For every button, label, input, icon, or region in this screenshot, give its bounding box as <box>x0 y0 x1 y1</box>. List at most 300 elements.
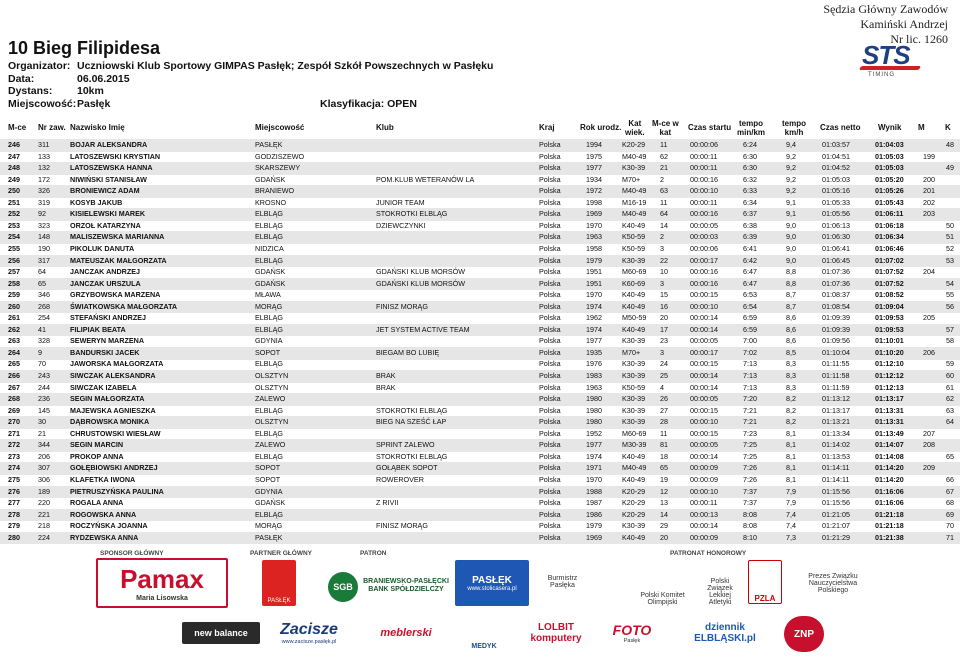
cell-category: K40-49 <box>622 451 646 461</box>
logo-sub: TIMING <box>868 72 895 78</box>
cell-start-time: 00:00:05 <box>690 336 718 346</box>
cell-category-place: 18 <box>660 451 668 461</box>
cell-net-time: 01:06:30 <box>822 232 850 242</box>
cell-pace-minkm: 6:30 <box>743 151 757 161</box>
cell-category-place: 14 <box>660 220 668 230</box>
cell-number: 224 <box>38 532 50 542</box>
header-number: Nr zaw. <box>38 123 66 132</box>
cell-net-time: 01:14:02 <box>822 440 850 450</box>
cell-category-place: 11 <box>660 428 668 438</box>
cell-women-place: 68 <box>946 498 954 508</box>
cell-number: 218 <box>38 521 50 531</box>
cell-club: FINISZ MORĄG <box>376 301 428 311</box>
cell-year: 1970 <box>586 220 602 230</box>
cell-category: M40-49 <box>622 463 647 473</box>
sponsor-patron-caption: PATRON <box>360 550 387 557</box>
cell-category-place: 12 <box>660 486 668 496</box>
cell-place: 270 <box>8 417 20 427</box>
cell-club: BIEG NA SZEŚĆ ŁAP <box>376 417 447 427</box>
cell-name: GOŁĘBIOWSKI ANDRZEJ <box>70 463 158 473</box>
cell-category-place: 28 <box>660 417 668 427</box>
cell-name: FILIPIAK BEATA <box>70 324 126 334</box>
cell-pace-kmh: 9,2 <box>786 151 796 161</box>
cell-place: 264 <box>8 347 20 357</box>
cell-result: 01:13:31 <box>875 405 904 415</box>
cell-number: 148 <box>38 232 50 242</box>
cell-result: 01:21:18 <box>875 509 904 519</box>
cell-city: ELBLĄG <box>255 451 283 461</box>
sponsor-medyk-label: MEDYK <box>471 643 497 650</box>
cell-place: 258 <box>8 278 20 288</box>
cell-place: 260 <box>8 301 20 311</box>
cell-result: 01:14:08 <box>875 451 904 461</box>
cell-country: Polska <box>539 521 561 531</box>
cell-place: 249 <box>8 174 20 184</box>
sponsor-znp <box>784 616 824 652</box>
sponsor-paslek-crest <box>262 560 296 606</box>
cell-pace-kmh: 9,0 <box>786 243 796 253</box>
cell-result: 01:05:03 <box>875 163 904 173</box>
cell-name: KLAFETKA IWONA <box>70 474 136 484</box>
cell-women-place: 59 <box>946 359 954 369</box>
cell-start-time: 00:00:16 <box>690 174 718 184</box>
cell-start-time: 00:00:05 <box>690 394 718 404</box>
cell-category-place: 11 <box>660 197 668 207</box>
cell-result: 01:14:07 <box>875 440 904 450</box>
cell-city: KROSNO <box>255 197 287 207</box>
cell-club: ROWEROVER <box>376 474 424 484</box>
cell-number: 306 <box>38 474 50 484</box>
cell-name: GRZYBOWSKA MARZENA <box>70 290 161 300</box>
cell-pace-kmh: 8,1 <box>786 474 796 484</box>
cell-country: Polska <box>539 532 561 542</box>
cell-category-place: 16 <box>660 301 668 311</box>
cell-start-time: 00:00:16 <box>690 278 718 288</box>
sponsor-pkol <box>640 558 685 606</box>
cell-start-time: 00:00:06 <box>690 243 718 253</box>
cell-year: 1994 <box>586 140 602 149</box>
cell-category: K40-49 <box>622 301 646 311</box>
sponsor-dziennik <box>676 620 774 646</box>
cell-women-place: 56 <box>946 301 954 311</box>
cell-name: MATEUSZAK MAŁGORZATA <box>70 255 167 265</box>
cell-net-time: 01:13:17 <box>822 405 850 415</box>
sponsor-sgb <box>328 572 358 602</box>
cell-pace-minkm: 6:39 <box>743 232 757 242</box>
cell-net-time: 01:14:11 <box>822 463 850 473</box>
cell-pace-minkm: 6:59 <box>743 313 757 323</box>
cell-place: 262 <box>8 324 20 334</box>
cell-city: PASŁĘK <box>255 140 283 149</box>
cell-city: SOPOT <box>255 347 281 357</box>
classification-value: OPEN <box>387 98 417 110</box>
cell-pace-minkm: 7:37 <box>743 498 757 508</box>
cell-name: CHRUSTOWSKI WIESŁAW <box>70 428 161 438</box>
cell-net-time: 01:09:56 <box>822 336 850 346</box>
cell-category-place: 2 <box>660 174 664 184</box>
sponsor-zacisze <box>268 614 350 652</box>
cell-club: STOKROTKI ELBLĄG <box>376 451 448 461</box>
cell-category: M70+ <box>622 174 641 184</box>
cell-year: 1934 <box>586 174 602 184</box>
cell-name: ROGALA ANNA <box>70 498 124 508</box>
cell-men-place: 204 <box>923 267 935 277</box>
cell-city: GDYNIA <box>255 486 283 496</box>
cell-category-place: 20 <box>660 313 668 323</box>
cell-category-place: 22 <box>660 255 668 265</box>
cell-start-time: 00:00:13 <box>690 509 718 519</box>
sponsor-honor-caption: PATRONAT HONOROWY <box>670 550 747 557</box>
cell-year: 1974 <box>586 301 602 311</box>
cell-women-place: 64 <box>946 417 954 427</box>
cell-year: 1970 <box>586 290 602 300</box>
cell-women-place: 69 <box>946 509 954 519</box>
cell-country: Polska <box>539 474 561 484</box>
cell-country: Polska <box>539 243 561 253</box>
cell-name: PIKOLUK DANUTA <box>70 243 135 253</box>
cell-number: 65 <box>38 278 46 288</box>
cell-result: 01:08:52 <box>875 290 904 300</box>
cell-result: 01:14:20 <box>875 474 904 484</box>
cell-year: 1980 <box>586 417 602 427</box>
cell-pace-kmh: 8,2 <box>786 394 796 404</box>
cell-country: Polska <box>539 486 561 496</box>
sponsor-meblerski-label: meblerski <box>380 627 432 639</box>
cell-place: 266 <box>8 371 20 380</box>
cell-city: ELBLĄG <box>255 232 283 242</box>
cell-pace-minkm: 7:23 <box>743 428 757 438</box>
cell-year: 1980 <box>586 405 602 415</box>
cell-category: K20-29 <box>622 509 646 519</box>
cell-year: 1979 <box>586 255 602 265</box>
cell-club: Z RIVII <box>376 498 399 508</box>
cell-country: Polska <box>539 336 561 346</box>
cell-category-place: 13 <box>660 498 668 508</box>
cell-net-time: 01:04:52 <box>822 163 850 173</box>
sponsor-pamax-label: Pamax <box>120 564 204 594</box>
event-title: 10 Bieg Filipidesa <box>8 38 161 58</box>
cell-category-place: 63 <box>660 186 668 196</box>
cell-year: 1986 <box>586 509 602 519</box>
cell-category: K40-49 <box>622 474 646 484</box>
organizer-label: Organizator: <box>8 60 71 72</box>
cell-country: Polska <box>539 290 561 300</box>
cell-pace-minkm: 8:10 <box>743 532 757 542</box>
cell-start-time: 00:00:14 <box>690 382 718 392</box>
cell-country: Polska <box>539 509 561 519</box>
cell-net-time: 01:14:11 <box>822 474 850 484</box>
cell-place: 254 <box>8 232 20 242</box>
cell-year: 1977 <box>586 336 602 346</box>
header-start-time: Czas startu <box>688 123 732 132</box>
cell-pace-minkm: 7:21 <box>743 405 757 415</box>
cell-pace-minkm: 6:53 <box>743 290 757 300</box>
cell-country: Polska <box>539 174 561 184</box>
cell-net-time: 01:11:59 <box>822 382 850 392</box>
cell-category-place: 64 <box>660 209 668 219</box>
cell-city: MŁAWA <box>255 290 281 300</box>
cell-number: 133 <box>38 151 50 161</box>
cell-women-place: 55 <box>946 290 954 300</box>
cell-category: K60-69 <box>622 278 646 288</box>
cell-category: K40-49 <box>622 532 646 542</box>
cell-category-place: 11 <box>660 140 668 149</box>
cell-result: 01:14:20 <box>875 463 904 473</box>
cell-place: 257 <box>8 267 20 277</box>
cell-pace-minkm: 6:33 <box>743 186 757 196</box>
cell-pace-minkm: 6:41 <box>743 243 757 253</box>
cell-net-time: 01:05:16 <box>822 186 850 196</box>
cell-place: 267 <box>8 382 20 392</box>
cell-net-time: 01:10:04 <box>822 347 850 357</box>
cell-result: 01:04:03 <box>875 140 904 149</box>
cell-pace-kmh: 9,2 <box>786 163 796 173</box>
cell-category-place: 25 <box>660 371 668 380</box>
cell-place: 273 <box>8 451 20 461</box>
header-pace-minkm: tempo min/km <box>737 119 766 137</box>
cell-country: Polska <box>539 301 561 311</box>
cell-result: 01:12:12 <box>875 371 904 380</box>
classification <box>320 98 417 110</box>
cell-number: 254 <box>38 313 50 323</box>
cell-pace-kmh: 8,6 <box>786 324 796 334</box>
cell-result: 01:07:52 <box>875 267 904 277</box>
cell-city: GDYNIA <box>255 336 283 346</box>
cell-name: RYDZEWSKA ANNA <box>70 532 139 542</box>
cell-start-time: 00:00:14 <box>690 324 718 334</box>
cell-net-time: 01:21:29 <box>822 532 850 542</box>
cell-men-place: 202 <box>923 197 935 207</box>
cell-city: OLSZTYN <box>255 382 289 392</box>
cell-city: ELBLĄG <box>255 313 283 323</box>
cell-number: 145 <box>38 405 50 415</box>
cell-pace-minkm: 7:00 <box>743 336 757 346</box>
cell-net-time: 01:04:51 <box>822 151 850 161</box>
cell-category: K30-39 <box>622 394 646 404</box>
cell-country: Polska <box>539 232 561 242</box>
cell-place: 246 <box>8 140 20 149</box>
cell-number: 21 <box>38 428 46 438</box>
cell-pace-minkm: 7:13 <box>743 382 757 392</box>
cell-start-time: 00:00:11 <box>690 197 718 207</box>
sponsor-pzla <box>748 560 782 604</box>
cell-city: NIDZICA <box>255 243 284 253</box>
cell-start-time: 00:00:11 <box>690 151 718 161</box>
cell-category-place: 27 <box>660 405 668 415</box>
cell-category-place: 23 <box>660 336 668 346</box>
cell-men-place: 205 <box>923 313 935 323</box>
cell-club: BIEGAM BO LUBIĘ <box>376 347 440 357</box>
cell-women-place: 58 <box>946 336 954 346</box>
cell-name: BRONIEWICZ ADAM <box>70 186 140 196</box>
cell-category: K30-39 <box>622 163 646 173</box>
cell-men-place: 200 <box>923 174 935 184</box>
cell-net-time: 01:07:36 <box>822 278 850 288</box>
distance-value: 10km <box>77 85 104 97</box>
cell-year: 1963 <box>586 382 602 392</box>
cell-pace-minkm: 6:30 <box>743 163 757 173</box>
cell-category: K50-59 <box>622 232 646 242</box>
cell-city: OLSZTYN <box>255 417 289 427</box>
cell-country: Polska <box>539 405 561 415</box>
cell-number: 41 <box>38 324 46 334</box>
cell-women-place: 54 <box>946 278 954 288</box>
cell-city: ELBLĄG <box>255 509 283 519</box>
cell-category: K20-29 <box>622 486 646 496</box>
cell-pace-minkm: 6:34 <box>743 197 757 207</box>
cell-city: GDAŃSK <box>255 498 286 508</box>
cell-country: Polska <box>539 267 561 277</box>
cell-category-place: 20 <box>660 532 668 542</box>
cell-category: K20-29 <box>622 498 646 508</box>
cell-city: MORĄG <box>255 301 283 311</box>
cell-women-place: 65 <box>946 451 954 461</box>
sponsor-dziennik-label: dziennik ELBLĄSKI.pl <box>694 622 756 644</box>
cell-pace-kmh: 7,9 <box>786 498 796 508</box>
sts-timing-logo <box>860 40 922 90</box>
cell-start-time: 00:00:11 <box>690 498 718 508</box>
cell-place: 252 <box>8 209 20 219</box>
cell-category-place: 62 <box>660 151 668 161</box>
cell-pace-minkm: 7:02 <box>743 347 757 357</box>
cell-name: DĄBROWSKA MONIKA <box>70 417 150 427</box>
cell-name: ROGOWSKA ANNA <box>70 509 137 519</box>
cell-place: 253 <box>8 220 20 230</box>
cell-pace-kmh: 9,4 <box>786 140 796 149</box>
cell-name: STEFAŃSKI ANDRZEJ <box>70 313 147 323</box>
cell-place: 274 <box>8 463 20 473</box>
cell-start-time: 00:00:14 <box>690 313 718 323</box>
sponsor-zacisze-sub: www.zacisze.pasłęk.pl <box>281 639 337 645</box>
cell-women-place: 60 <box>946 371 954 380</box>
cell-year: 1969 <box>586 209 602 219</box>
cell-category-place: 81 <box>660 440 668 450</box>
results-table-header <box>0 117 960 139</box>
cell-result: 01:05:26 <box>875 186 904 196</box>
header-category-place: M-ce w kat <box>652 119 679 137</box>
sponsor-meblerski <box>358 618 454 648</box>
cell-net-time: 01:13:34 <box>822 428 850 438</box>
cell-category: K30-39 <box>622 255 646 265</box>
cell-pace-minkm: 6:24 <box>743 140 757 149</box>
cell-category: K40-49 <box>622 290 646 300</box>
sponsors-section <box>0 546 960 661</box>
cell-net-time: 01:13:12 <box>822 394 850 404</box>
cell-result: 01:09:04 <box>875 301 904 311</box>
cell-result: 01:09:53 <box>875 324 904 334</box>
cell-city: ELBLĄG <box>255 255 283 265</box>
cell-place: 277 <box>8 498 20 508</box>
cell-number: 221 <box>38 509 50 519</box>
cell-pace-kmh: 8,2 <box>786 405 796 415</box>
cell-category-place: 3 <box>660 278 664 288</box>
cell-country: Polska <box>539 451 561 461</box>
header-country: Kraj <box>539 123 555 132</box>
cell-pace-kmh: 8,3 <box>786 382 796 392</box>
cell-pace-kmh: 7,3 <box>786 532 796 542</box>
cell-start-time: 00:00:15 <box>690 359 718 369</box>
cell-start-time: 00:00:11 <box>690 163 718 173</box>
cell-number: 268 <box>38 301 50 311</box>
sponsor-foto-label: FOTO <box>612 622 652 638</box>
cell-pace-kmh: 8,2 <box>786 417 796 427</box>
cell-city: SOPOT <box>255 474 281 484</box>
cell-name: JAWORSKA MAŁGORZATA <box>70 359 164 369</box>
cell-country: Polska <box>539 209 561 219</box>
cell-city: PASŁĘK <box>255 532 283 542</box>
cell-place: 250 <box>8 186 20 196</box>
sponsor-zacisze-label: Zacisze <box>280 621 338 638</box>
sponsor-lolbit <box>518 620 594 646</box>
sponsor-pkol-label: Polski Komitet Olimpijski <box>640 592 685 606</box>
sponsor-tech-caption: PARTNER GŁÓWNY <box>250 550 312 557</box>
cell-club: STOKROTKI ELBLĄG <box>376 405 448 415</box>
cell-net-time: 01:15:56 <box>822 498 850 508</box>
cell-place: 255 <box>8 243 20 253</box>
cell-result: 01:16:06 <box>875 498 904 508</box>
classification-label: Klasyfikacja: <box>320 98 385 110</box>
cell-result: 01:16:06 <box>875 486 904 496</box>
cell-pace-minkm: 7:26 <box>743 463 757 473</box>
cell-start-time: 00:00:16 <box>690 267 718 277</box>
sponsor-stolica-sub: www.stolicasera.pl <box>467 585 517 592</box>
cell-pace-kmh: 7,4 <box>786 521 796 531</box>
cell-year: 1972 <box>586 186 602 196</box>
cell-pace-minkm: 6:54 <box>743 301 757 311</box>
cell-pace-kmh: 9,1 <box>786 197 796 207</box>
cell-city: GDAŃSK <box>255 278 286 288</box>
cell-name: PIETRUSZYŃSKA PAULINA <box>70 486 164 496</box>
cell-name: KOSYB JAKUB <box>70 197 123 207</box>
cell-year: 1974 <box>586 451 602 461</box>
cell-start-time: 00:00:09 <box>690 474 718 484</box>
cell-country: Polska <box>539 278 561 288</box>
organizer-value: Uczniowski Klub Sportowy GIMPAS Pasłęk; Zespół Szkół Powszechnych w Pasłęku <box>77 60 494 72</box>
cell-category: K30-39 <box>622 521 646 531</box>
cell-pace-kmh: 8,3 <box>786 371 796 380</box>
cell-men-place: 201 <box>923 186 935 196</box>
cell-net-time: 01:09:39 <box>822 313 850 323</box>
cell-name: ROCZYŃSKA JOANNA <box>70 521 148 531</box>
cell-pace-kmh: 8,8 <box>786 278 796 288</box>
cell-category: K30-39 <box>622 336 646 346</box>
header-club: Klub <box>376 123 394 132</box>
cell-name: ŚWIATKOWSKA MAŁGORZATA <box>70 301 178 311</box>
cell-men-place: 207 <box>923 428 935 438</box>
cell-category-place: 65 <box>660 463 668 473</box>
cell-number: 319 <box>38 197 50 207</box>
cell-country: Polska <box>539 163 561 173</box>
cell-category: K50-59 <box>622 243 646 253</box>
cell-country: Polska <box>539 428 561 438</box>
cell-result: 01:06:18 <box>875 220 904 230</box>
cell-pace-minkm: 7:21 <box>743 417 757 427</box>
cell-number: 328 <box>38 336 50 346</box>
cell-start-time: 00:00:09 <box>690 463 718 473</box>
cell-city: ZALEWO <box>255 394 286 404</box>
cell-number: 70 <box>38 359 46 369</box>
cell-start-time: 00:00:17 <box>690 347 718 357</box>
cell-place: 275 <box>8 474 20 484</box>
cell-place: 280 <box>8 532 20 542</box>
cell-category-place: 19 <box>660 474 668 484</box>
cell-net-time: 01:06:41 <box>822 243 850 253</box>
cell-result: 01:13:17 <box>875 394 904 404</box>
header-name: Nazwisko Imię <box>70 123 125 132</box>
cell-net-time: 01:06:13 <box>822 220 850 230</box>
cell-number: 236 <box>38 394 50 404</box>
cell-name: KISIELEWSKI MAREK <box>70 209 146 219</box>
